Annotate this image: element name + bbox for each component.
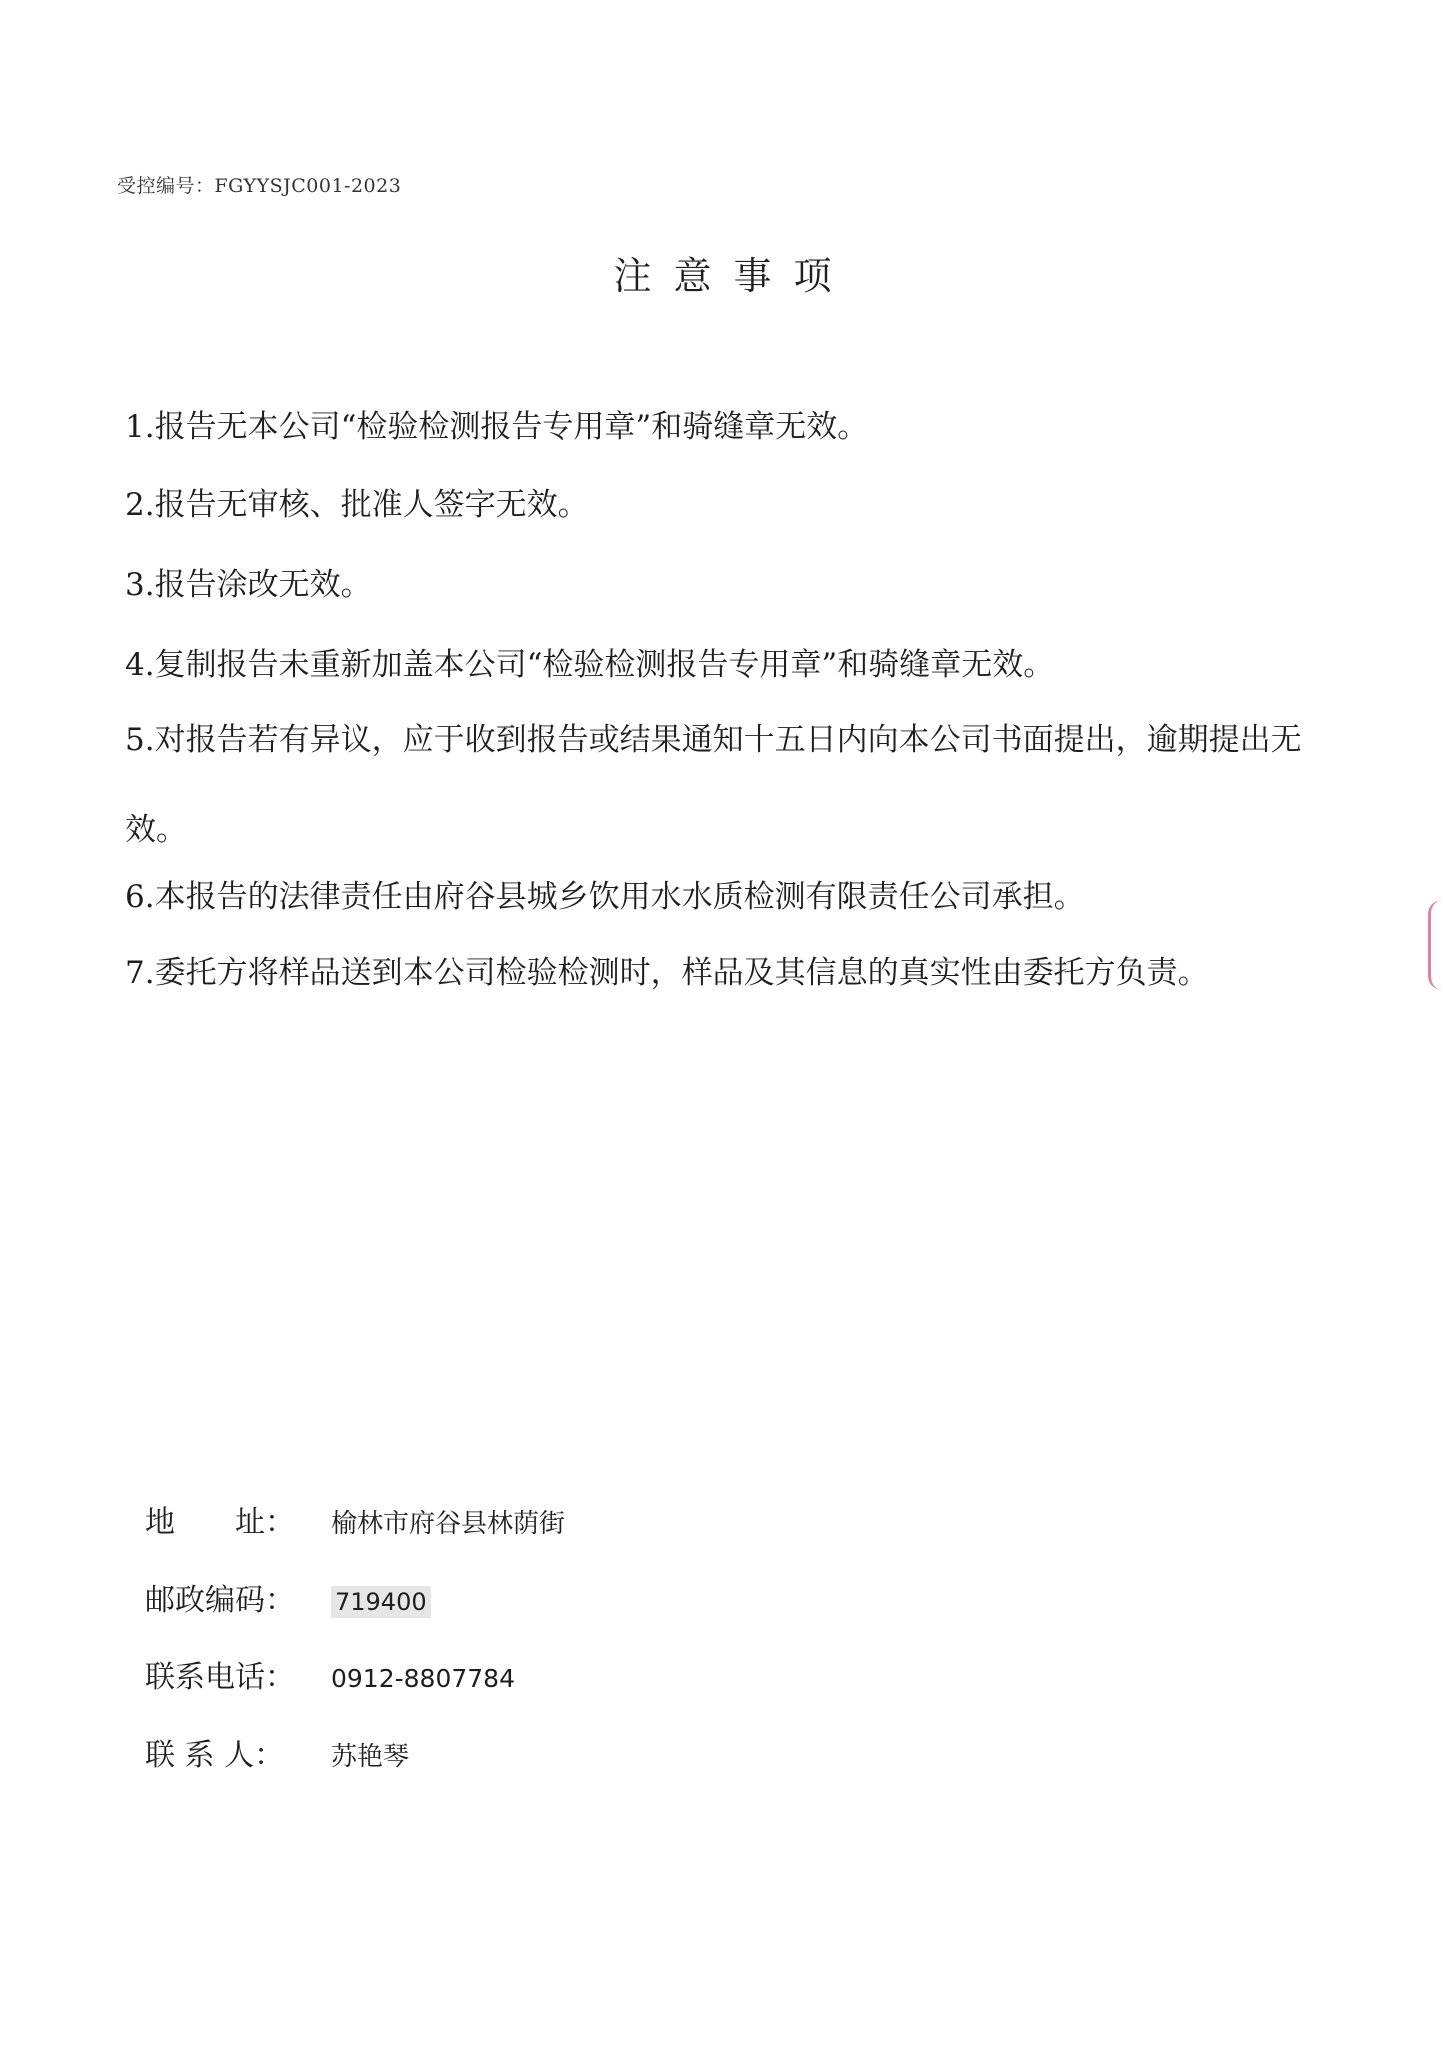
notice-item-5: 5.对报告若有异议，应于收到报告或结果通知十五日内向本公司书面提出，逾期提出无效。 [125,722,1302,848]
phone-label: 联系电话： [145,1660,295,1695]
postal-label: 邮政编码： [145,1583,295,1618]
person-label: 联 系 人： [145,1738,285,1773]
seal-edge-mark [1428,900,1445,990]
notice-item-1: 1.报告无本公司“检验检测报告专用章”和骑缝章无效。 [125,409,869,445]
person-value: 苏艳琴 [331,1742,410,1772]
page-title: 注意事项 [613,254,854,298]
contact-phone-row [145,1652,515,1696]
phone-value: 0912-8807784 [331,1664,515,1693]
address-label: 地 址： [145,1505,295,1540]
contact-person-row [145,1730,409,1774]
notice-item-3: 3.报告涂改无效。 [125,567,372,603]
contact-postal-row [145,1575,431,1619]
contact-address-row [145,1497,565,1541]
address-value: 榆林市府谷县林荫街 [331,1509,566,1539]
control-number: 受控编号：FGYYSJC001-2023 [117,175,402,197]
notice-item-6: 6.本报告的法律责任由府谷县城乡饮用水水质检测有限责任公司承担。 [125,879,1085,915]
notice-item-7: 7.委托方将样品送到本公司检验检测时，样品及其信息的真实性由委托方负责。 [125,955,1209,991]
postal-value: 719400 [331,1586,431,1618]
notice-item-4: 4.复制报告未重新加盖本公司“检验检测报告专用章”和骑缝章无效。 [125,647,1055,683]
notice-item-2: 2.报告无审核、批准人签字无效。 [125,487,589,523]
